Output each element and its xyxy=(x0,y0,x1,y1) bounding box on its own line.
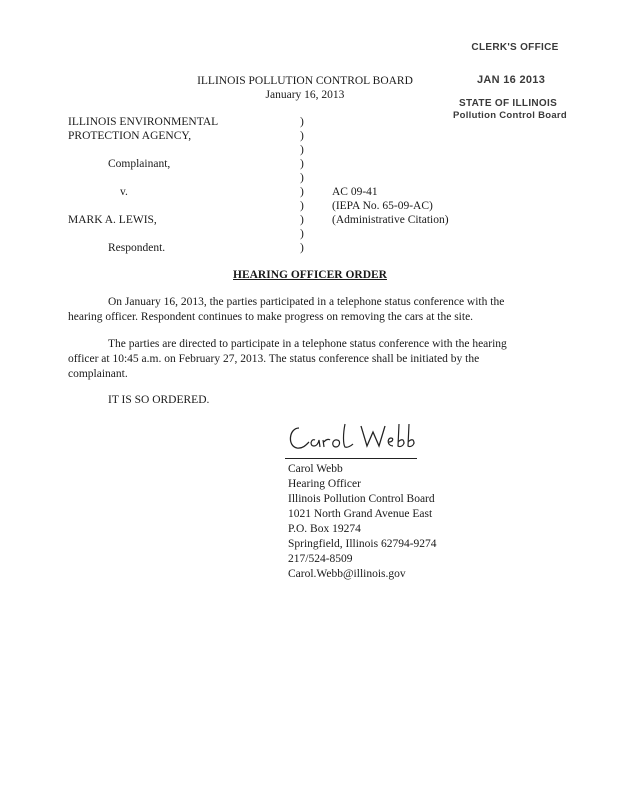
order-title: HEARING OFFICER ORDER xyxy=(233,269,387,281)
caption-paren: ) xyxy=(300,214,304,226)
iepa-number: (IEPA No. 65-09-AC) xyxy=(332,200,433,212)
signer-title: Hearing Officer xyxy=(288,478,361,490)
caption-paren: ) xyxy=(300,186,304,198)
signer-city: Springfield, Illinois 62794-9274 xyxy=(288,538,437,550)
order-paragraph-1: On January 16, 2013, the parties participated in a telephone status conference with the hearing officer. Respondent continues to make progress on removing the cars at the site. xyxy=(68,296,505,323)
caption-paren: ) xyxy=(300,158,304,170)
versus-label: v. xyxy=(120,186,128,198)
caption-paren: ) xyxy=(300,130,304,142)
stamp-date: JAN 16 2013 xyxy=(477,74,546,86)
handwritten-signature xyxy=(285,418,425,458)
signer-org: Illinois Pollution Control Board xyxy=(288,493,435,505)
complainant-role: Complainant, xyxy=(108,158,171,170)
case-number: AC 09-41 xyxy=(332,186,378,198)
caption-paren: ) xyxy=(300,144,304,156)
signature-line xyxy=(285,458,417,459)
caption-paren: ) xyxy=(300,242,304,254)
so-ordered: IT IS SO ORDERED. xyxy=(108,394,210,406)
signer-email: Carol.Webb@illinois.gov xyxy=(288,568,406,580)
caption-paren: ) xyxy=(300,228,304,240)
signer-street: 1021 North Grand Avenue East xyxy=(288,508,433,520)
respondent-name: MARK A. LEWIS, xyxy=(68,214,157,226)
caption-paren: ) xyxy=(300,200,304,212)
citation-type: (Administrative Citation) xyxy=(332,214,449,226)
received-stamp xyxy=(453,40,575,121)
order-paragraph-2: The parties are directed to participate in a telephone status conference with the hearing officer at 10:45 a.m. on February 27, 2013. The status conference shall be initiated by the complainant. xyxy=(68,338,507,380)
complainant-name-line2: PROTECTION AGENCY, xyxy=(68,130,192,142)
caption-paren: ) xyxy=(300,172,304,184)
signer-po-box: P.O. Box 19274 xyxy=(288,523,361,535)
order-date: January 16, 2013 xyxy=(265,89,345,101)
signer-name: Carol Webb xyxy=(288,463,343,475)
stamp-office: CLERK'S OFFICE xyxy=(471,42,559,53)
stamp-state: STATE OF ILLINOIS xyxy=(459,98,558,109)
caption-paren: ) xyxy=(300,116,304,128)
board-name-heading: ILLINOIS POLLUTION CONTROL BOARD xyxy=(197,75,413,87)
complainant-name-line1: ILLINOIS ENVIRONMENTAL xyxy=(68,116,219,128)
signer-phone: 217/524-8509 xyxy=(288,553,353,565)
respondent-role: Respondent. xyxy=(108,242,166,254)
stamp-board: Pollution Control Board xyxy=(453,110,568,121)
